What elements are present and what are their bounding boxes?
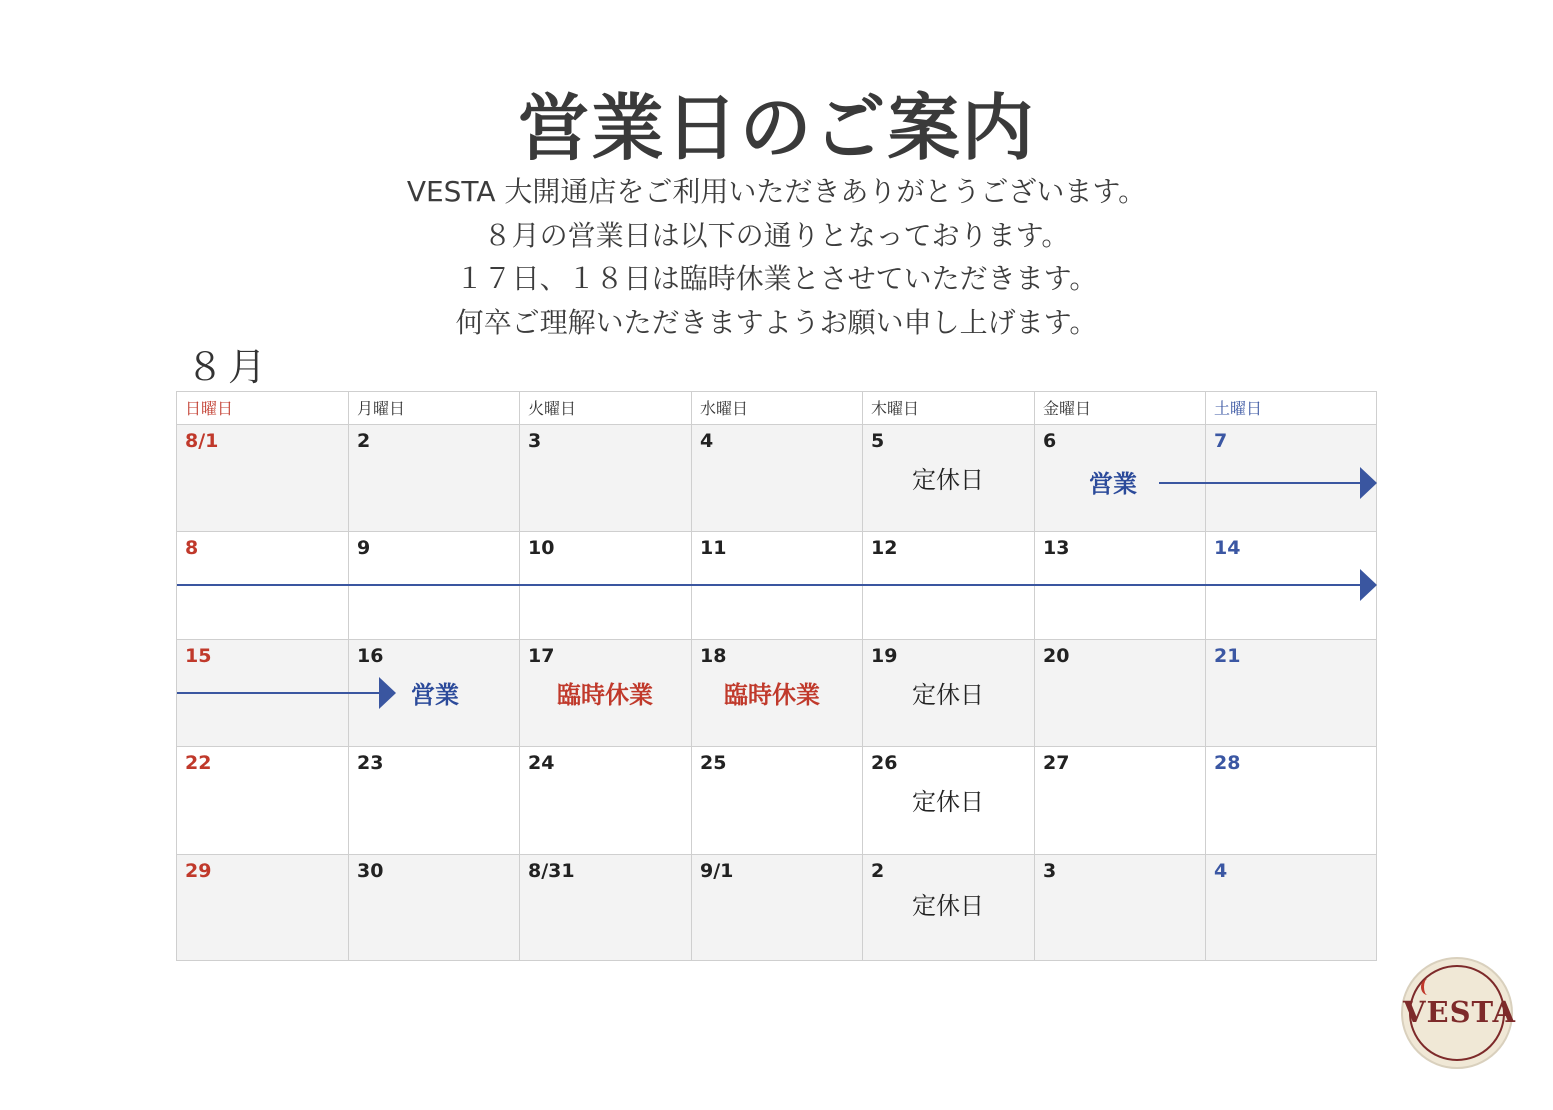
grid-line (176, 639, 1377, 640)
regular-holiday-note: 定休日 (912, 892, 984, 920)
open-note: 営業 (411, 681, 459, 709)
day-cell (1205, 639, 1377, 746)
day-number: 4 (700, 430, 714, 452)
day-number: 12 (871, 537, 898, 559)
open-period-arrow (1159, 482, 1375, 484)
day-number: 30 (357, 860, 384, 882)
day-number: 10 (528, 537, 555, 559)
day-cell (691, 746, 862, 854)
day-number: 21 (1214, 645, 1241, 667)
day-cell (519, 746, 691, 854)
day-cell (1034, 639, 1205, 746)
day-cell (176, 746, 348, 854)
page-title: 営業日のご案内 (517, 86, 1036, 170)
grid-line (348, 391, 349, 961)
day-cell (519, 639, 691, 746)
day-number: 17 (528, 645, 555, 667)
day-cell (1205, 854, 1377, 961)
grid-line (519, 391, 520, 961)
day-number: 13 (1043, 537, 1070, 559)
open-period-arrow (177, 692, 394, 694)
day-number: 29 (185, 860, 212, 882)
grid-line (176, 960, 1377, 961)
day-number: 3 (1043, 860, 1057, 882)
day-number: 2 (357, 430, 371, 452)
day-number: 16 (357, 645, 384, 667)
day-number: 28 (1214, 752, 1241, 774)
vesta-logo (1401, 957, 1517, 1069)
grid-line (862, 391, 863, 961)
day-cell (1034, 424, 1205, 531)
weekday-monday: 月曜日 (357, 399, 406, 418)
intro-message (0, 170, 1553, 344)
grid-line (176, 746, 1377, 747)
day-cell (348, 854, 519, 961)
day-number: 24 (528, 752, 555, 774)
day-number: 9/1 (700, 860, 734, 882)
intro-line: 何卒ご理解いただきますようお願い申し上げます。 (455, 305, 1098, 339)
day-cell (519, 854, 691, 961)
day-number: 8/1 (185, 430, 219, 452)
day-number: 22 (185, 752, 212, 774)
weekday-thursday: 木曜日 (871, 399, 920, 418)
logo-text: VESTA (1403, 995, 1517, 1029)
month-label: ８月 (186, 345, 271, 389)
day-number: 14 (1214, 537, 1241, 559)
day-cell (691, 854, 862, 961)
intro-line: １７日、１８日は臨時休業とさせていただきます。 (455, 262, 1098, 295)
regular-holiday-note: 定休日 (912, 466, 984, 494)
day-number: 2 (871, 860, 885, 882)
day-number: 11 (700, 537, 727, 559)
grid-line (176, 854, 1377, 855)
open-period-arrow (177, 584, 1375, 586)
day-cell (1205, 424, 1377, 531)
day-cell (176, 854, 348, 961)
weekday-friday: 金曜日 (1043, 399, 1092, 418)
grid-line (1034, 391, 1035, 961)
day-number: 8 (185, 537, 199, 559)
day-number: 19 (871, 645, 898, 667)
day-cell (691, 639, 862, 746)
day-number: 23 (357, 752, 384, 774)
day-cell (862, 639, 1034, 746)
day-cell (1205, 746, 1377, 854)
day-cell (348, 424, 519, 531)
day-cell (348, 746, 519, 854)
day-cell (862, 854, 1034, 961)
day-cell (862, 746, 1034, 854)
day-number: 15 (185, 645, 212, 667)
day-number: 5 (871, 430, 885, 452)
regular-holiday-note: 定休日 (912, 681, 984, 709)
day-number: 26 (871, 752, 898, 774)
weekday-wednesday: 水曜日 (700, 399, 749, 418)
grid-line (176, 531, 1377, 532)
intro-line: ８月の営業日は以下の通りとなっております。 (483, 218, 1070, 252)
day-number: 7 (1214, 430, 1228, 452)
weekday-saturday: 土曜日 (1214, 399, 1263, 418)
day-number: 3 (528, 430, 542, 452)
weekday-tuesday: 火曜日 (528, 399, 577, 418)
day-number: 25 (700, 752, 727, 774)
day-cell (1034, 746, 1205, 854)
day-number: 27 (1043, 752, 1070, 774)
day-number: 6 (1043, 430, 1057, 452)
day-cell (519, 424, 691, 531)
day-cell (176, 424, 348, 531)
weekday-sunday: 日曜日 (185, 399, 234, 418)
grid-line (1205, 391, 1206, 961)
intro-line: VESTA 大開通店をご利用いただきありがとうございます。 (406, 175, 1147, 208)
temporary-closure-note: 臨時休業 (557, 681, 653, 709)
day-number: 18 (700, 645, 727, 667)
grid-line (176, 424, 1377, 425)
grid-line (176, 391, 177, 961)
temporary-closure-note: 臨時休業 (724, 681, 820, 709)
calendar (176, 391, 1377, 961)
day-cell (691, 424, 862, 531)
regular-holiday-note: 定休日 (912, 788, 984, 816)
open-note: 営業 (1089, 470, 1137, 498)
day-cell (862, 424, 1034, 531)
grid-line (176, 391, 1377, 392)
steam-icon (1421, 979, 1434, 995)
day-number: 8/31 (528, 860, 575, 882)
day-number: 9 (357, 537, 371, 559)
day-number: 20 (1043, 645, 1070, 667)
day-number: 4 (1214, 860, 1228, 882)
day-cell (1034, 854, 1205, 961)
grid-line (691, 391, 692, 961)
